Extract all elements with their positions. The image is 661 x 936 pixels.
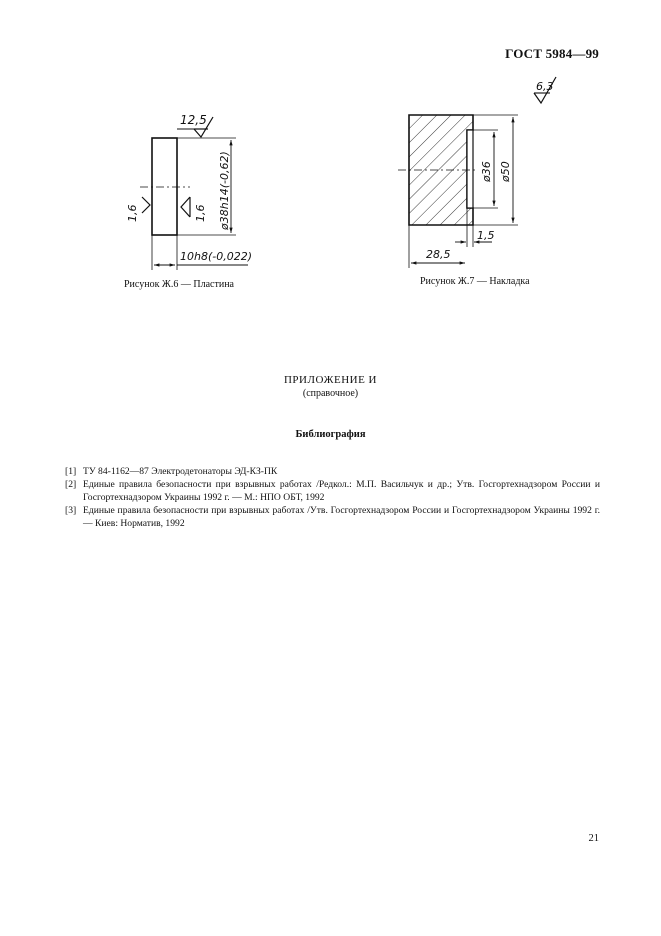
appendix-subtitle: (справочное) [302,388,359,399]
dimension-overlay-width [409,225,465,268]
reference-list [65,465,600,530]
document-code: ГОСТ 5984—99 [505,46,599,61]
svg-text:ø36: ø36 [480,161,493,182]
reference-item [65,465,600,478]
roughness-mark-top [177,113,213,137]
roughness-mark-corner [520,77,556,103]
svg-text:ø38h14(-0,62): ø38h14(-0,62) [218,151,231,230]
reference-number: [1] [65,466,77,477]
reference-number: [2] [65,479,77,490]
reference-text: ТУ 84-1162—87 Электродетонаторы ЭД-КЗ-ПК [83,466,278,477]
technical-drawings [0,0,661,300]
reference-text: Единые правила безопасности при взрывных работах /Редкол.: М.П. Васильчук и др.; Утв. Госгортехнадзором России и Госгортехнадзором Украины 1992 г. — М.: НПО ОБТ, 1992 [83,479,600,503]
svg-text:1,6: 1,6 [126,204,139,222]
reference-text: Единые правила безопасности при взрывных работах /Утв. Госгортехнадзором России и Госгортехнадзором Украины 1992 г. — Киев: Норматив, 1992 [83,505,600,529]
dimension-width [152,235,252,270]
figure-overlay-drawing [398,77,556,268]
reference-item [65,504,600,530]
figure-6-caption: Рисунок Ж.6 — Пластина [124,279,234,290]
svg-text:1,6: 1,6 [194,204,207,222]
roughness-mark-left [126,197,150,222]
svg-text:12,5: 12,5 [180,113,207,127]
dimension-inner-diameter [473,130,498,208]
reference-number: [3] [65,505,77,516]
reference-item [65,478,600,504]
figure-plate-drawing [126,113,252,270]
overlay-recess [467,130,473,208]
svg-text:28,5: 28,5 [426,248,451,261]
figure-7-caption: Рисунок Ж.7 — Накладка [420,276,530,287]
svg-text:ø50: ø50 [499,161,512,182]
bibliography-title: Библиография [295,429,366,440]
svg-text:6,3: 6,3 [536,80,554,93]
svg-text:1,5: 1,5 [477,229,495,242]
roughness-mark-right [181,197,207,222]
plate-outline [152,138,177,235]
svg-text:10h8(-0,022): 10h8(-0,022) [180,250,253,263]
appendix-title: ПРИЛОЖЕНИЕ И [283,374,377,386]
page-number: 21 [588,833,599,844]
